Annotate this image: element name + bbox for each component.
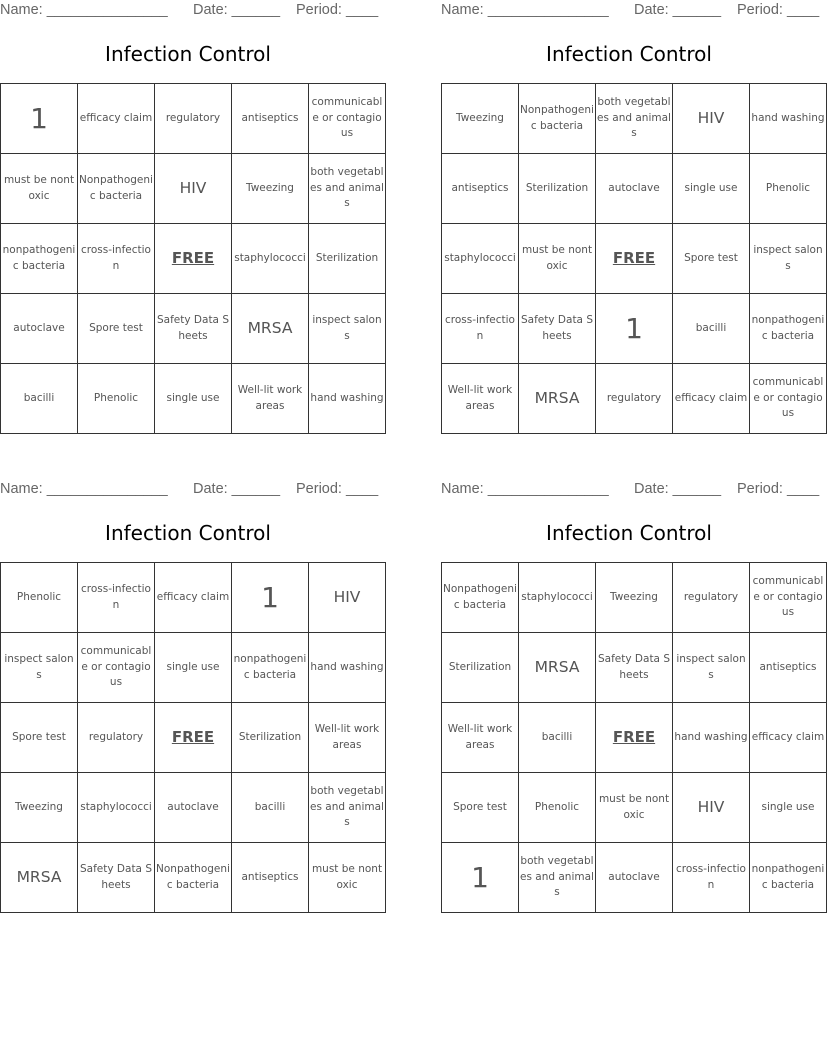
- bingo-cell[interactable]: regulatory: [155, 84, 232, 154]
- bingo-cell[interactable]: must be nontoxic: [1, 154, 78, 224]
- bingo-grid: [0, 562, 386, 913]
- grid-row: [442, 154, 827, 224]
- card-title: Infection Control: [105, 42, 271, 66]
- bingo-cell[interactable]: communicable or contagious: [78, 633, 155, 703]
- period-field[interactable]: Period: ____: [737, 481, 820, 497]
- bingo-cell[interactable]: cross-infection: [673, 843, 750, 913]
- bingo-cell[interactable]: MRSA: [1, 843, 78, 913]
- bingo-cell[interactable]: autoclave: [596, 154, 673, 224]
- bingo-cell[interactable]: MRSA: [519, 633, 596, 703]
- bingo-cell[interactable]: 1: [1, 84, 78, 154]
- free-space-cell[interactable]: FREE: [155, 224, 232, 294]
- bingo-cell[interactable]: 1: [232, 563, 309, 633]
- grid-row: [1, 84, 386, 154]
- bingo-cell[interactable]: communicable or contagious: [309, 84, 386, 154]
- bingo-cell[interactable]: communicable or contagious: [750, 563, 827, 633]
- date-field[interactable]: Date: ______: [634, 481, 722, 497]
- bingo-cell[interactable]: nonpathogenic bacteria: [750, 843, 827, 913]
- bingo-cell[interactable]: staphylococci: [519, 563, 596, 633]
- bingo-cell[interactable]: Tweezing: [1, 773, 78, 843]
- bingo-cell[interactable]: staphylococci: [232, 224, 309, 294]
- bingo-cell[interactable]: cross-infection: [442, 294, 519, 364]
- bingo-cell[interactable]: Well-lit work areas: [232, 364, 309, 434]
- bingo-cell[interactable]: nonpathogenic bacteria: [232, 633, 309, 703]
- date-field[interactable]: Date: ______: [193, 481, 281, 497]
- grid-row: [442, 773, 827, 843]
- bingo-cell[interactable]: Nonpathogenic bacteria: [78, 154, 155, 224]
- name-field[interactable]: Name: _______________: [441, 481, 609, 497]
- bingo-cell[interactable]: both vegetables and animals: [309, 773, 386, 843]
- name-field[interactable]: Name: _______________: [0, 2, 168, 18]
- bingo-cell[interactable]: Sterilization: [309, 224, 386, 294]
- date-field[interactable]: Date: ______: [634, 2, 722, 18]
- bingo-cell[interactable]: regulatory: [596, 364, 673, 434]
- bingo-cell[interactable]: must be nontoxic: [309, 843, 386, 913]
- bingo-cell[interactable]: antiseptics: [750, 633, 827, 703]
- bingo-cell[interactable]: single use: [673, 154, 750, 224]
- bingo-cell[interactable]: hand washing: [750, 84, 827, 154]
- student-info-line: [0, 2, 379, 20]
- name-field[interactable]: Name: _______________: [0, 481, 168, 497]
- bingo-cell[interactable]: regulatory: [673, 563, 750, 633]
- bingo-cell[interactable]: regulatory: [78, 703, 155, 773]
- bingo-cell[interactable]: Phenolic: [78, 364, 155, 434]
- grid-row: [1, 294, 386, 364]
- bingo-cell[interactable]: Sterilization: [519, 154, 596, 224]
- grid-row: [442, 84, 827, 154]
- student-info-line: [441, 481, 820, 499]
- bingo-cell[interactable]: cross-infection: [78, 224, 155, 294]
- period-field[interactable]: Period: ____: [296, 481, 379, 497]
- grid-row: [1, 154, 386, 224]
- bingo-cell[interactable]: Nonpathogenic bacteria: [519, 84, 596, 154]
- bingo-cell[interactable]: MRSA: [519, 364, 596, 434]
- bingo-cell[interactable]: inspect salons: [673, 633, 750, 703]
- bingo-cell[interactable]: both vegetables and animals: [309, 154, 386, 224]
- bingo-cell[interactable]: Nonpathogenic bacteria: [155, 843, 232, 913]
- bingo-cell[interactable]: Spore test: [1, 703, 78, 773]
- grid-row: [442, 364, 827, 434]
- period-field[interactable]: Period: ____: [737, 2, 820, 18]
- bingo-cell[interactable]: Well-lit work areas: [442, 703, 519, 773]
- bingo-cell[interactable]: Nonpathogenic bacteria: [442, 563, 519, 633]
- bingo-cell[interactable]: Phenolic: [750, 154, 827, 224]
- bingo-cell[interactable]: bacilli: [232, 773, 309, 843]
- bingo-cell[interactable]: Sterilization: [232, 703, 309, 773]
- bingo-cell[interactable]: hand washing: [309, 364, 386, 434]
- grid-row: [442, 224, 827, 294]
- grid-row: [442, 843, 827, 913]
- bingo-cell[interactable]: Safety Data Sheets: [596, 633, 673, 703]
- bingo-cell[interactable]: antiseptics: [442, 154, 519, 224]
- grid-row: [442, 294, 827, 364]
- bingo-cell[interactable]: nonpathogenic bacteria: [1, 224, 78, 294]
- grid-row: [1, 703, 386, 773]
- bingo-cell[interactable]: bacilli: [673, 294, 750, 364]
- bingo-cell[interactable]: single use: [750, 773, 827, 843]
- bingo-cell[interactable]: Well-lit work areas: [309, 703, 386, 773]
- bingo-cell[interactable]: antiseptics: [232, 84, 309, 154]
- free-space-cell[interactable]: FREE: [155, 703, 232, 773]
- bingo-grid: [441, 83, 827, 434]
- period-field[interactable]: Period: ____: [296, 2, 379, 18]
- bingo-cell[interactable]: 1: [596, 294, 673, 364]
- bingo-cell[interactable]: Tweezing: [596, 563, 673, 633]
- bingo-cell[interactable]: Safety Data Sheets: [519, 294, 596, 364]
- bingo-cell[interactable]: Tweezing: [232, 154, 309, 224]
- student-info-line: [0, 481, 379, 499]
- bingo-cell[interactable]: must be nontoxic: [596, 773, 673, 843]
- free-space-cell[interactable]: FREE: [596, 224, 673, 294]
- name-field[interactable]: Name: _______________: [441, 2, 609, 18]
- bingo-cell[interactable]: Phenolic: [1, 563, 78, 633]
- bingo-cell[interactable]: single use: [155, 364, 232, 434]
- free-space-cell[interactable]: FREE: [596, 703, 673, 773]
- student-info-line: [441, 2, 820, 20]
- bingo-cell[interactable]: hand washing: [309, 633, 386, 703]
- bingo-cell[interactable]: efficacy claim: [673, 364, 750, 434]
- bingo-cell[interactable]: staphylococci: [78, 773, 155, 843]
- bingo-cell[interactable]: single use: [155, 633, 232, 703]
- bingo-cell[interactable]: must be nontoxic: [519, 224, 596, 294]
- bingo-cell[interactable]: 1: [442, 843, 519, 913]
- bingo-cell[interactable]: Safety Data Sheets: [78, 843, 155, 913]
- grid-row: [442, 633, 827, 703]
- bingo-cell[interactable]: autoclave: [596, 843, 673, 913]
- grid-row: [442, 563, 827, 633]
- bingo-cell[interactable]: Well-lit work areas: [442, 364, 519, 434]
- bingo-cell[interactable]: both vegetables and animals: [519, 843, 596, 913]
- bingo-grid: [0, 83, 386, 434]
- grid-row: [1, 843, 386, 913]
- grid-row: [1, 773, 386, 843]
- date-field[interactable]: Date: ______: [193, 2, 281, 18]
- card-title: Infection Control: [105, 521, 271, 545]
- bingo-cell[interactable]: HIV: [673, 773, 750, 843]
- bingo-cell[interactable]: efficacy claim: [155, 563, 232, 633]
- bingo-cell[interactable]: MRSA: [232, 294, 309, 364]
- bingo-cell[interactable]: both vegetables and animals: [596, 84, 673, 154]
- grid-row: [1, 563, 386, 633]
- card-title: Infection Control: [546, 42, 712, 66]
- bingo-cell[interactable]: HIV: [155, 154, 232, 224]
- bingo-cell[interactable]: autoclave: [155, 773, 232, 843]
- bingo-cell[interactable]: Sterilization: [442, 633, 519, 703]
- bingo-cell[interactable]: Safety Data Sheets: [155, 294, 232, 364]
- bingo-cell[interactable]: inspect salons: [750, 224, 827, 294]
- bingo-cell[interactable]: hand washing: [673, 703, 750, 773]
- grid-row: [442, 703, 827, 773]
- bingo-cell[interactable]: Spore test: [78, 294, 155, 364]
- bingo-cell[interactable]: nonpathogenic bacteria: [750, 294, 827, 364]
- grid-row: [1, 364, 386, 434]
- bingo-cell[interactable]: Tweezing: [442, 84, 519, 154]
- bingo-cell[interactable]: HIV: [673, 84, 750, 154]
- bingo-cell[interactable]: communicable or contagious: [750, 364, 827, 434]
- bingo-cell[interactable]: efficacy claim: [78, 84, 155, 154]
- bingo-cell[interactable]: HIV: [309, 563, 386, 633]
- card-title: Infection Control: [546, 521, 712, 545]
- bingo-cell[interactable]: cross-infection: [78, 563, 155, 633]
- bingo-cell[interactable]: inspect salons: [309, 294, 386, 364]
- bingo-cell[interactable]: Phenolic: [519, 773, 596, 843]
- bingo-cell[interactable]: efficacy claim: [750, 703, 827, 773]
- bingo-cell[interactable]: bacilli: [519, 703, 596, 773]
- bingo-grid: [441, 562, 827, 913]
- grid-row: [1, 633, 386, 703]
- grid-row: [1, 224, 386, 294]
- bingo-cell[interactable]: antiseptics: [232, 843, 309, 913]
- bingo-cell[interactable]: Spore test: [442, 773, 519, 843]
- bingo-cell[interactable]: bacilli: [1, 364, 78, 434]
- bingo-cell[interactable]: Spore test: [673, 224, 750, 294]
- bingo-cell[interactable]: autoclave: [1, 294, 78, 364]
- bingo-cell[interactable]: staphylococci: [442, 224, 519, 294]
- bingo-cell[interactable]: inspect salons: [1, 633, 78, 703]
